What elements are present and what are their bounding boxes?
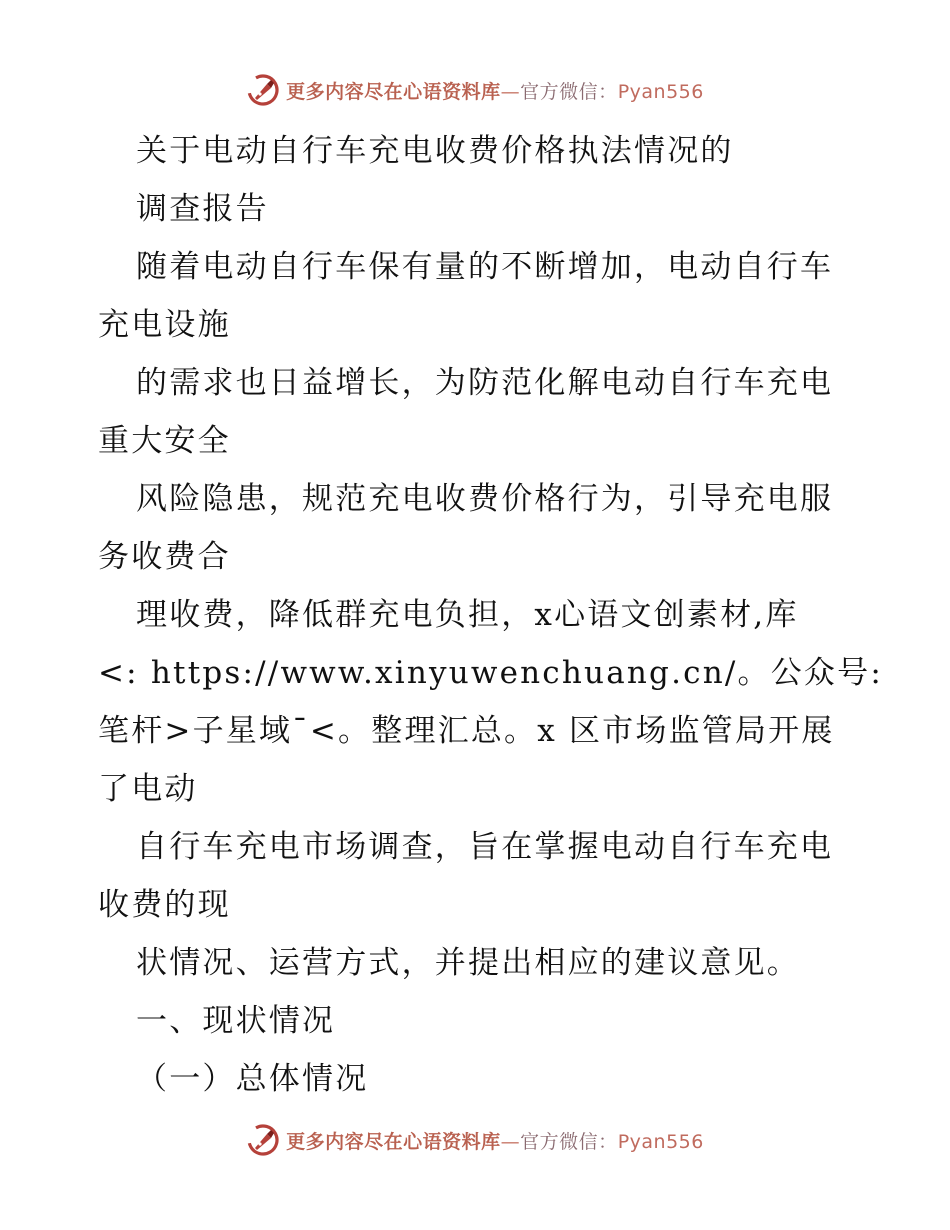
banner-text — [286, 77, 704, 104]
pen-nib-logo-icon — [246, 1123, 280, 1157]
document-paragraphs — [98, 238, 883, 1108]
banner-brand-text: 更多内容尽在心语资料库 — [286, 1130, 501, 1153]
document-line: 笔杆>子星域¯<。整理汇总。x 区市场监管局开展 — [98, 713, 835, 749]
banner-dash: — — [500, 1130, 521, 1153]
pen-nib-logo-icon — [246, 73, 280, 107]
document-line: 状情况、运营方式，并提出相应的建议意见。 — [136, 945, 800, 981]
document-line: 自行车充电市场调查，旨在掌握电动自行车充电 — [136, 829, 834, 865]
banner-dash: — — [500, 80, 521, 103]
banner-brand-text: 更多内容尽在心语资料库 — [286, 80, 501, 103]
document-line: 了电动 — [98, 771, 198, 807]
document-line: 的需求也日益增长，为防范化解电动自行车充电 — [136, 365, 834, 401]
document-title-line-2: 调查报告 — [136, 191, 269, 227]
document-line: 随着电动自行车保有量的不断增加，电动自行车 — [136, 249, 834, 285]
header-banner-content — [246, 73, 704, 107]
document-line: （一）总体情况 — [136, 1061, 369, 1097]
document-line: 理收费，降低群充电负担，x心语文创素材,库 — [136, 597, 799, 633]
document-line: 一、现状情况 — [136, 1003, 336, 1039]
footer-banner-content — [246, 1123, 704, 1157]
document-line: 务收费合 — [98, 539, 231, 575]
document-title-line-1: 关于电动自行车充电收费价格执法情况的 — [136, 133, 734, 169]
document-body — [98, 122, 883, 1108]
document-line: <: https://www.xinyuwenchuang.cn/。公众号: — [98, 655, 883, 691]
banner-text — [286, 1127, 704, 1154]
header-banner — [0, 70, 950, 110]
document-line: 风险隐患，规范充电收费价格行为，引导充电服 — [136, 481, 834, 517]
banner-wechat-id: Pyan556 — [617, 1130, 704, 1153]
document-line: 收费的现 — [98, 887, 231, 923]
banner-wechat-id: Pyan556 — [617, 80, 704, 103]
footer-banner — [0, 1120, 950, 1160]
document-line: 充电设施 — [98, 307, 231, 343]
banner-wechat-label: 官方微信： — [520, 80, 618, 103]
banner-wechat-label: 官方微信： — [520, 1130, 618, 1153]
document-line: 重大安全 — [98, 423, 231, 459]
